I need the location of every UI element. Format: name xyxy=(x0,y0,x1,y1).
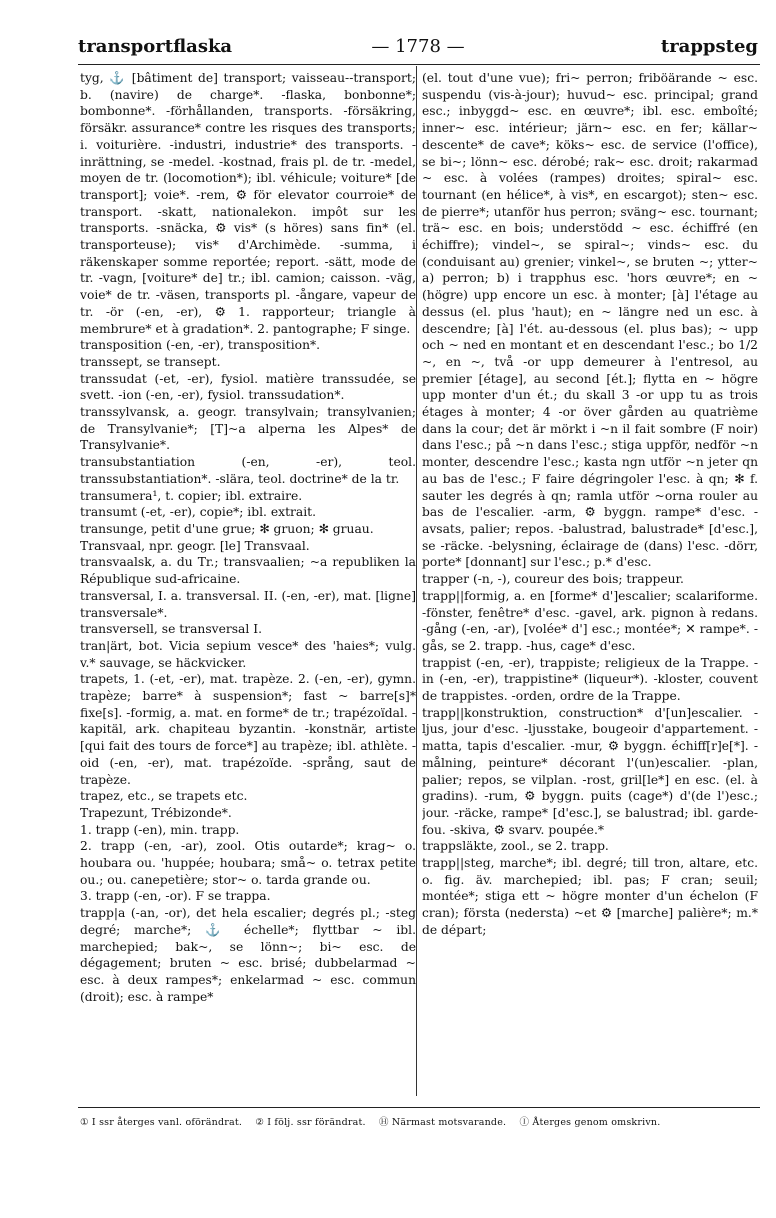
header-first-word: transportflaska xyxy=(78,36,233,57)
header-rule xyxy=(78,64,760,65)
entry: tyg, ⚓ [bâtiment de] transport; vaisseau--transport; b. (navire) de charge*. -flaska, bonbonne*; bombonne*. -förhållanden, transports. -försäkring, försäkr. assurance* contre les risques des transports; i. voiturière. -industri, industrie* des transports. -inrättning, se -medel. -kostnad, frais pl. de tr. -medel, moyen de tr. (locomotion*); ibl. véhicule; voiture* [de transport]; voie*. -rem, ⚙ för elevator courroie* de transport. -skatt, nationalekon. impôt sur les transports. -snäcka, ⚙ vis* (s höres) sans fin* (el. transporteuse); vis* d'Archimède. -summa, i räkenskaper somme reportée; report. -sätt, mode de tr. -vagn, [voiture* de] tr.; ibl. camion; caisson. -väg, voie* de tr. -väsen, transports pl. -ångare, vapeur de tr. -ör (-en, -er), ⚙ 1. rapporteur; triangle à membrure* et à gradation*. 2. pantographe; F singe. xyxy=(80,71,416,336)
entry: transversal, I. a. transversal. II. (-en, -er), mat. [ligne] transversale*. xyxy=(80,588,416,620)
entry: trappist (-en, -er), trappiste; religieux de la Trappe. -in (-en, -er), trappistine* (liqueur*). -kloster, couvent de trappistes. -orden, ordre de la Trappe. xyxy=(422,655,758,704)
entry: tran|ärt, bot. Vicia sepium vesce* des 'haies*; vulg. v.* sauvage, se häckvicker. xyxy=(80,638,416,670)
footer-rule xyxy=(78,1107,760,1108)
entry: transumera¹, t. copier; ibl. extraire. xyxy=(80,488,303,503)
footnote: ① I ssr återges vanl. oförändrat. xyxy=(80,1117,243,1128)
entry: trapp||formig, a. en [forme* d']escalier; scalariforme. -fönster, fenêtre* d'esc. -gavel, ark. pignon à redans. -gång (-en, -ar), [volée* d'] esc.; montée*; ✕ rampe*. -gås, se 2. trapp. -hus, cage* d'esc. xyxy=(422,588,758,653)
entry: 2. trapp (-en, -ar), zool. Otis outarde*; krag~ o. houbara ou. 'huppée; houbara; små~ o. tetrax petite ou.; ou. canepetière; stor~ o. tarda grande ou. xyxy=(80,839,416,887)
entry: transubstantiation (-en, -er), teol. transsubstantiation*. -slära, teol. doctrine* de la tr. xyxy=(80,455,416,486)
entry: transunge, petit d'une grue; ✻ gruon; ✻ gruau. xyxy=(80,521,374,536)
entry: transvaalsk, a. du Tr.; transvaalien; ~a republiken la République sud-africaine. xyxy=(80,555,416,587)
page-footer xyxy=(80,1114,760,1128)
entry: trapp||steg, marche*; ibl. degré; till tron, altare, etc. o. fig. äv. marchepied; ibl. pas; F cran; seuil; montée*; stiga ett ~ högre monter d'un échelon (F cran); första (nedersta) ~et ⚙ [marche] palière*; m.* de départ; xyxy=(422,856,758,937)
entry: transposition (-en, -er), transposition*. xyxy=(80,338,321,353)
header-last-word: trappsteg xyxy=(660,36,758,57)
footnote: ② I följ. ssr förändrat. xyxy=(255,1117,366,1128)
entry: 3. trapp (-en, -or). F se trappa. xyxy=(80,889,271,904)
entry: trapper (-n, -), coureur des bois; trappeur. xyxy=(422,572,684,587)
right-column xyxy=(422,70,758,1094)
column-divider xyxy=(416,66,417,1096)
entry: Trapezunt, Trébizonde*. xyxy=(80,805,232,820)
entry: trapp|a (-an, -or), det hela escalier; degrés pl.; -steg degré; marche*; ⚓ échelle*; flyttbar ~ ibl. marchepied; bak~, se lönn~; bi~ esc. de dégagement; bruten ~ esc. brisé; dubbelarmad ~ esc. à deux rampes*; enkelarmad ~ esc. commun (droit); esc. à rampe* xyxy=(80,906,416,1004)
entry: trapets, 1. (-et, -er), mat. trapèze. 2. (-en, -er), gymn. trapèze; barre* à suspension*; fast ~ barre[s]* fixe[s]. -formig, a. mat. en forme* de tr.; trapézoïdal. -kapitäl, ark. chapiteau byzantin. -konstnär, artiste [qui fait des tours de force*] au trapèze; ibl. athlète. -oid (-en, -er), mat. trapézoïde. -språng, saut de trapèze. xyxy=(80,672,416,787)
entry: transumt (-et, -er), copie*; ibl. extrait. xyxy=(80,505,317,520)
entry: transsudat (-et, -er), fysiol. matière transsudée, se svett. -ion (-en, -er), fysiol. transsudation*. xyxy=(80,371,416,403)
entry: 1. trapp (-en), min. trapp. xyxy=(80,822,240,837)
left-column xyxy=(80,70,416,1094)
entry: trapp||konstruktion, construction* d'[un]escalier. -ljus, jour d'esc. -ljusstake, bougeoir d'appartement. -matta, tapis d'escalier. -mur, ⚙ byggn. échiff[r]e[*]. -målning, peinture* décorant l'(un)escalier. -plan, palier; repos, se vilplan. -rost, gril[le*] en esc. (el. à gradins). -rum, ⚙ byggn. puits (cage*) d'(de l')esc.; jour. -räcke, rampe* [d'esc.], se balustrad; ibl. garde-fou. -skiva, ⚙ svarv. poupée.* xyxy=(422,705,758,837)
page-number: — 1778 — xyxy=(371,36,465,57)
entry: trapez, etc., se trapets etc. xyxy=(80,789,248,804)
entry: transsept, se transept. xyxy=(80,354,221,369)
entry: transversell, se transversal I. xyxy=(80,622,262,637)
footnote: Ⓗ Närmast motsvarande. xyxy=(378,1117,507,1128)
entry: transsylvansk, a. geogr. transylvain; transylvanien; de Transylvanie*; [T]~a alperna les Alpes* de Transylvanie*. xyxy=(80,405,416,453)
entry: (el. tout d'une vue); fri~ perron; friböärande ~ esc. suspendu (vis-à-jour); huvud~ esc. principal; grand esc.; inbyggd~ esc. en œuvre*; ibl. esc. emboîté; inner~ esc. intérieur; järn~ esc. en fer; källar~ descente* de cave*; köks~ esc. de service (l'office), se bi~; lönn~ esc. dérobé; rak~ esc. droit; rakarmad ~ esc. à volées (rampes) droites; spiral~ esc. tournant (en hélice*, à vis*, en escargot); sten~ esc. de pierre*; utanför hus perron; sväng~ esc. tournant; trä~ esc. en bois; understödd ~ esc. échiffré (en échiffre); vindel~, se spiral~; vinds~ esc. du (conduisant au) grenier; vinkel~, se bruten ~; ytter~ a) perron; b) i trapphus esc. 'hors œuvre*; en ~ (högre) upp encore un esc. à monter; [à] l'étage au dessus (el. plus 'haut); en ~ längre ned un esc. à descendre; [à] l'ét. au-dessous (el. plus bas); ~ upp och ~ ned en montant et en descendant l'esc.; bo 1/2 ~, en ~, två -or upp demeurer à l'entresol, au premier [étage], au second [ét.]; flytta en ~ högre upp monter d'un ét.; du skall 3 -or upp tu as trois étages à monter; 4 -or över gården au quatrième dans la cour; det är mörkt i ~n il fait sombre (F noir) dans l'esc.; på ~n dans l'esc.; stiga uppför, nedför ~n monter, descendre l'esc.; kasta ngn utför ~n jeter qn au bas de l'esc.; F faire dégringoler l'esc. à qn; ✻ f. sauter les degrés à qn; ramla utför ~orna rouler au bas de l'escalier. -arm, ⚙ byggn. rampe* d'esc. -avsats, palier; repos. -balustrad, balustrade* [d'esc.], se -räcke. -belysning, éclairage de (dans) l'esc. -dörr, porte* [donnant] sur l'esc.; p.* d'esc. xyxy=(422,71,758,570)
entry: Transvaal, npr. geogr. [le] Transvaal. xyxy=(80,538,310,553)
page-header xyxy=(78,36,758,66)
footnote: Ⓘ Återges genom omskrivn. xyxy=(519,1117,661,1128)
entry: trappsläkte, zool., se 2. trapp. xyxy=(422,839,609,854)
